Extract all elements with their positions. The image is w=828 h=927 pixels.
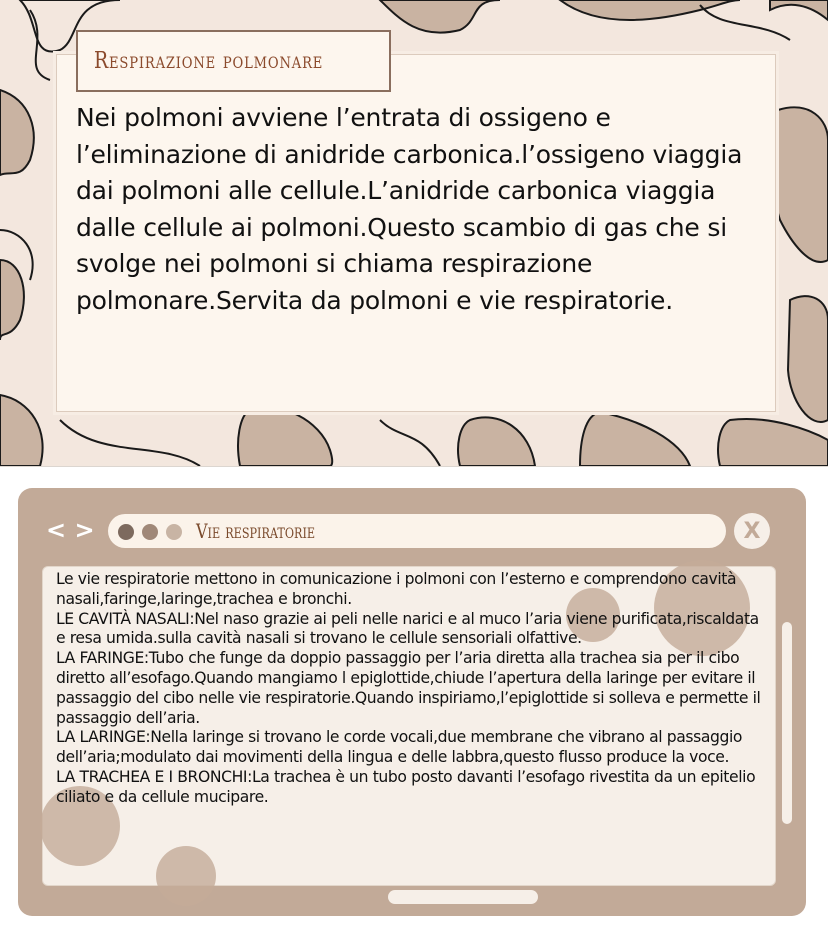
scrollbar[interactable] <box>782 622 792 824</box>
forward-arrow-icon[interactable]: > <box>74 516 95 544</box>
paragraph: Le vie respiratorie mettono in comunicazione i polmoni con l’esterno e comprendono cavità nasali,faringe,laringe,trachea e bronchi. <box>56 570 737 608</box>
paragraph: LE CAVITÀ NASALI:Nel naso grazie ai peli nelle narici e al muco l’aria viene purificata,riscaldata e resa umida.sulla cavità nasali si trovano le cellule sensoriali olfattive. <box>56 609 759 648</box>
decor-blob <box>156 846 216 906</box>
close-icon: X <box>743 518 761 544</box>
window-dot-icon <box>118 524 134 540</box>
window-title-wrap <box>196 514 345 548</box>
window-dot-icon <box>142 524 158 540</box>
section-body: Nei polmoni avviene l’entrata di ossigeno e l’eliminazione di anidride carbonica.l’ossigeno viaggia dai polmoni alle cellule.L’anidride carbonica viaggia dalle cellule ai polmoni.Questo scambio di gas che si svolge nei polmoni si chiama respirazione polmonare.Servita da polmoni e vie respiratorie. <box>76 103 743 315</box>
window-title: Vie respiratorie <box>196 519 316 543</box>
section-title: Respirazione polmonare <box>94 48 324 74</box>
window-body <box>56 570 766 808</box>
bottom-handle[interactable] <box>388 890 538 904</box>
section-title-box <box>76 30 391 92</box>
window-dot-icon <box>166 524 182 540</box>
back-arrow-icon[interactable]: < <box>46 516 67 544</box>
nav-arrows <box>46 516 95 544</box>
paragraph: LA FARINGE:Tubo che funge da doppio passaggio per l’aria diretta alla trachea sia per il cibo diretto all’esofago.Quando mangiamo l epiglottide,chiude l’apertura della laringe per evitare il passaggio del cibo nelle vie respiratorie.Quando inspiriamo,l’epiglottide si solleva e permette il passaggio dell’aria. <box>56 649 761 727</box>
paragraph: LA LARINGE:Nella laringe si trovano le corde vocali,due membrane che vibrano al passaggio dell’aria;modulato dai movimenti della lingua e delle labbra,questo flusso produce la voce. <box>56 728 743 767</box>
close-button[interactable] <box>734 513 770 549</box>
paragraph: LA TRACHEA E I BRONCHI:La trachea è un tubo posto davanti l’esofago rivestita da un epitelio ciliato e da cellule mucipare. <box>56 767 756 806</box>
